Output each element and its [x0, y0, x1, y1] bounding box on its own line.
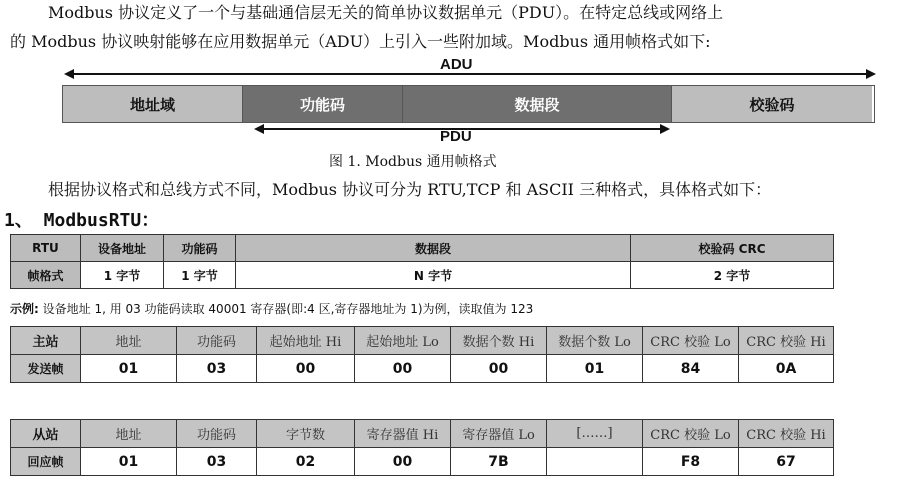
- table-cell: 从站: [11, 420, 81, 448]
- table-cell: [……]: [547, 420, 643, 448]
- section-title: 1、 ModbusRTU：: [4, 210, 160, 231]
- figure-caption: 图 1. Modbus 通用帧格式: [329, 154, 497, 170]
- table-cell: 功能码: [177, 420, 257, 448]
- table-cell: 地址: [81, 327, 177, 355]
- example-label: 示例:: [10, 302, 39, 316]
- table-cell: 寄存器值 Hi: [355, 420, 451, 448]
- frame-field-function: 功能码: [243, 86, 403, 122]
- table-cell: 03: [177, 448, 257, 476]
- table-cell: 84: [643, 355, 739, 383]
- table-cell: RTU: [11, 235, 81, 262]
- table-cell: 数据段: [236, 235, 631, 262]
- table-cell: 数据个数 Lo: [547, 327, 643, 355]
- rtu-format-table: [10, 234, 834, 289]
- table-cell: CRC 校验 Hi: [739, 420, 834, 448]
- table-cell: 0A: [739, 355, 834, 383]
- table-cell: CRC 校验 Lo: [643, 327, 739, 355]
- intro-line-1: Modbus 协议定义了一个与基础通信层无关的简单协议数据单元（PDU）。在特定总线或网络上: [48, 3, 724, 22]
- table-row: [11, 235, 834, 262]
- table-cell: 01: [81, 355, 177, 383]
- table-cell: 2 字节: [631, 262, 834, 289]
- table-cell: 01: [81, 448, 177, 476]
- table-cell: 寄存器值 Lo: [451, 420, 547, 448]
- table-cell: 字节数: [257, 420, 355, 448]
- table-cell: [547, 448, 643, 476]
- table-cell: 帧格式: [11, 262, 81, 289]
- example-line: [10, 300, 533, 317]
- pdu-label: PDU: [440, 128, 472, 145]
- frame-field-data: 数据段: [403, 86, 672, 122]
- table-cell: 1 字节: [81, 262, 164, 289]
- table-cell: 校验码 CRC: [631, 235, 834, 262]
- table-cell: 00: [355, 448, 451, 476]
- table-cell: 地址: [81, 420, 177, 448]
- table-row: [11, 355, 834, 383]
- table-row: [11, 262, 834, 289]
- table-cell: 01: [547, 355, 643, 383]
- table-cell: 功能码: [164, 235, 236, 262]
- table-cell: 起始地址 Lo: [355, 327, 451, 355]
- table-cell: 数据个数 Hi: [451, 327, 547, 355]
- table-cell: 7B: [451, 448, 547, 476]
- frame-field-checksum: 校验码: [672, 86, 872, 122]
- table-cell: 发送帧: [11, 355, 81, 383]
- master-send-table: [10, 326, 834, 383]
- table-cell: CRC 校验 Hi: [739, 327, 834, 355]
- intro-line-2: 的 Modbus 协议映射能够在应用数据单元（ADU）上引入一些附加域。Modbus 通用帧格式如下:: [10, 32, 711, 51]
- table-row: [11, 448, 834, 476]
- table-cell: CRC 校验 Lo: [643, 420, 739, 448]
- table-row: [11, 420, 834, 448]
- table-cell: 功能码: [177, 327, 257, 355]
- adu-label: ADU: [440, 56, 473, 73]
- frame-field-address: 地址域: [63, 86, 243, 122]
- table-cell: F8: [643, 448, 739, 476]
- table-cell: 00: [257, 355, 355, 383]
- table-cell: 回应帧: [11, 448, 81, 476]
- table-cell: 03: [177, 355, 257, 383]
- modbus-frame-diagram: [62, 85, 875, 123]
- format-paragraph: 根据协议格式和总线方式不同，Modbus 协议可分为 RTU,TCP 和 ASCII 三种格式，具体格式如下：: [48, 180, 772, 199]
- table-cell: 00: [355, 355, 451, 383]
- table-cell: 主站: [11, 327, 81, 355]
- table-row: [11, 327, 834, 355]
- table-cell: 67: [739, 448, 834, 476]
- table-cell: 02: [257, 448, 355, 476]
- table-cell: 起始地址 Hi: [257, 327, 355, 355]
- table-cell: 1 字节: [164, 262, 236, 289]
- slave-response-table: [10, 419, 834, 476]
- table-cell: 设备地址: [81, 235, 164, 262]
- example-text: 设备地址 1, 用 03 功能码读取 40001 寄存器(即:4 区,寄存器地址为 1)为例，读取值为 123: [38, 302, 534, 316]
- table-cell: N 字节: [236, 262, 631, 289]
- table-cell: 00: [451, 355, 547, 383]
